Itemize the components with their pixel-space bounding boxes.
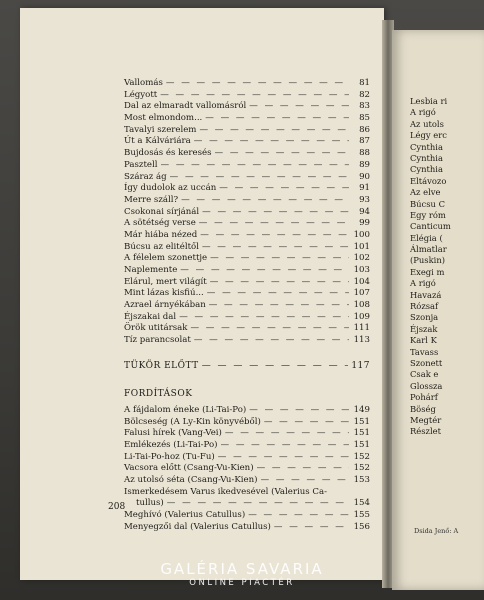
page-number: 208: [108, 502, 126, 512]
list-item: [124, 172, 370, 184]
list-item: [124, 183, 370, 195]
list-item: [124, 136, 370, 148]
list-item: [124, 148, 370, 160]
entry-page: 151: [353, 439, 370, 450]
list-item: [124, 113, 370, 125]
list-item: Egy róm: [410, 209, 446, 220]
entry-title: Bölcseség (A Ly-Kin könyvéből): [124, 416, 261, 427]
entry-title: Éjszakai dal: [124, 311, 177, 322]
list-item: Éjszak: [410, 323, 438, 334]
list-item: [124, 312, 370, 324]
right-page: [392, 30, 484, 590]
entry-title: A félelem szonettje: [124, 253, 208, 264]
entry-title: Li-Tai-Po-hoz (Tu-Fu): [124, 451, 215, 462]
entry-page: 155: [353, 510, 370, 520]
list-item: [124, 78, 370, 90]
section-page: 117: [351, 360, 370, 371]
list-item: [124, 90, 370, 102]
list-item: Havazá: [410, 289, 442, 300]
list-item: A rigó: [410, 107, 436, 118]
list-item: Csak e: [410, 369, 439, 380]
list-item: [124, 265, 370, 277]
list-item: Lesbia ri: [410, 96, 448, 106]
entry-page: 104: [353, 276, 370, 287]
entry-page: 156: [353, 521, 370, 532]
right-page-footer: Dsida Jenő: A: [414, 527, 459, 535]
list-item: Pohárf: [410, 392, 438, 403]
list-item: [124, 195, 370, 207]
entry-title: Elárul, mert világít: [124, 276, 207, 287]
list-item: Böség: [410, 403, 436, 414]
list-item: [124, 230, 370, 242]
entry-page: 107: [353, 288, 370, 299]
list-item: Cynthia: [410, 141, 443, 152]
list-item: [124, 125, 370, 137]
entry-page: 111: [353, 323, 370, 334]
entry-title: Így dudolok az uccán: [124, 183, 217, 194]
list-item: [124, 440, 370, 452]
entry-title: Azrael árnyékában: [124, 300, 206, 311]
entry-page: 89: [359, 159, 370, 170]
list-item: [124, 288, 370, 300]
entry-page: 90: [359, 171, 370, 182]
entry-page: 108: [353, 300, 370, 311]
entry-page: 93: [359, 194, 370, 205]
entry-title: Út a Kálváriára: [124, 136, 191, 147]
list-item: Az elve: [410, 187, 441, 198]
entry-page: 103: [353, 265, 370, 275]
entry-title: Tavalyi szerelem: [124, 124, 197, 135]
entry-title: Száraz ág: [124, 171, 167, 182]
entry-title: Menyegzői dal (Valerius Catullus): [124, 521, 271, 532]
list-item: [124, 452, 370, 464]
list-item: Rózsaf: [410, 301, 439, 312]
entry-page: 94: [359, 206, 370, 217]
entry-page: 85: [359, 113, 370, 124]
entry-page: 87: [359, 136, 370, 147]
entry-page: 81: [359, 78, 370, 88]
entry-title: Búcsu az elitéltől: [124, 241, 199, 252]
entry-title: Légyott: [124, 89, 158, 100]
list-item: Exegi m: [410, 266, 445, 277]
section-forditasok: FORDÍTÁSOK: [124, 388, 193, 399]
watermark-subtitle: ONLINE PIACTÉR: [189, 578, 295, 588]
list-item: [124, 218, 370, 230]
list-item: Részlet: [410, 426, 441, 437]
entry-title: Örök utitársak: [124, 323, 188, 334]
list-item: [124, 405, 370, 417]
right-page-lines: [410, 96, 484, 438]
list-item: Tavass: [410, 346, 439, 357]
list-item: (Puskin): [410, 255, 446, 266]
entry-page: 99: [359, 218, 370, 229]
entry-page: 109: [353, 311, 370, 322]
entry-title: Merre száll?: [124, 194, 179, 205]
entry-page: 153: [353, 474, 370, 485]
entry-title: Vacsora előtt (Csang-Vu-Kien): [124, 463, 254, 474]
translation-list-end: [124, 510, 370, 533]
list-item: [124, 428, 370, 440]
list-item: [124, 277, 370, 289]
list-item: [124, 207, 370, 219]
entry-title: Most elmondom...: [124, 113, 203, 124]
list-item: Megtér: [410, 414, 442, 425]
translation-list: [124, 405, 370, 487]
list-item: [124, 510, 370, 522]
entry-page: 82: [359, 89, 370, 100]
entry-page: 88: [359, 148, 370, 159]
entry-title: Pasztell: [124, 159, 158, 170]
entry-title: Csokonai sírjánál: [124, 206, 200, 217]
entry-title: Az utolsó séta (Csang-Vu-Kien): [124, 474, 258, 485]
list-item: [124, 475, 370, 487]
watermark-title: GALÉRIA SAVARIA: [160, 560, 324, 578]
list-item: Búcsu C: [410, 198, 446, 209]
list-item: [124, 335, 370, 347]
list-item: [124, 242, 370, 254]
watermark: [0, 560, 484, 589]
entry-page: 149: [353, 404, 370, 415]
entry-title: Mint lázas kisfiú...: [124, 288, 204, 299]
entry-title: Dal az elmaradt vallomásról: [124, 101, 247, 112]
entry-title: A sötétség verse: [124, 218, 196, 229]
entry-title: Naplemente: [124, 265, 178, 275]
list-item: [124, 300, 370, 312]
section-tukor-elott: [124, 359, 370, 373]
entry-page: 113: [353, 335, 370, 346]
list-item: Ismerkedésem Varus ikedvesével (Valerius Ca-: [124, 486, 327, 497]
entry-title: Emlékezés (Li-Tai-Po): [124, 439, 218, 450]
list-item: [124, 160, 370, 172]
list-item: [124, 253, 370, 265]
list-item: Cynthia: [410, 152, 443, 163]
table-of-contents: [124, 78, 370, 533]
list-item: Álmatlar: [410, 244, 447, 255]
entry-title: Vallomás: [124, 78, 163, 88]
entry-page: 152: [353, 451, 370, 462]
list-item: [124, 463, 370, 475]
list-item: [124, 323, 370, 335]
list-item: tullus) — — — 154: [124, 498, 370, 510]
entry-page: 152: [353, 463, 370, 474]
list-item: A rigó: [410, 278, 436, 289]
list-item: [124, 101, 370, 113]
entry-page: 151: [353, 416, 370, 427]
entry-title: Meghívó (Valerius Catullus): [124, 510, 246, 520]
entry-page: 102: [353, 253, 370, 264]
entry-title: Falusi hírek (Vang-Vei): [124, 428, 222, 439]
list-item: Canticum: [410, 221, 451, 232]
section-title: TÜKÖR ELŐTT: [124, 360, 199, 371]
entry-page: 100: [353, 229, 370, 240]
list-item: [124, 522, 370, 534]
list-item: Cynthia: [410, 164, 443, 175]
list-item: [124, 417, 370, 429]
list-item: Karl K: [410, 335, 437, 346]
left-page: [20, 8, 384, 580]
entry-page: 151: [353, 428, 370, 439]
entry-title: A fájdalom éneke (Li-Tai-Po): [124, 404, 247, 415]
entry-title: Már hiába nézed: [124, 229, 198, 240]
entry-page: 91: [359, 183, 370, 194]
list-item: Szonja: [410, 312, 439, 323]
entry-page: 101: [353, 241, 370, 252]
entry-title: Bujdosás és keresés: [124, 148, 212, 159]
list-item: Glossza: [410, 380, 443, 391]
list-item: Szonett: [410, 357, 443, 368]
list-item: Légy erc: [410, 130, 447, 141]
list-item: Az utols: [410, 118, 444, 129]
list-item: Elégia (: [410, 232, 443, 243]
entry-title: Tíz parancsolat: [124, 335, 191, 346]
list-item: Eltávozo: [410, 175, 447, 186]
entry-page: 86: [359, 124, 370, 135]
entry-page: 83: [359, 101, 370, 112]
entry-list: [124, 78, 370, 347]
